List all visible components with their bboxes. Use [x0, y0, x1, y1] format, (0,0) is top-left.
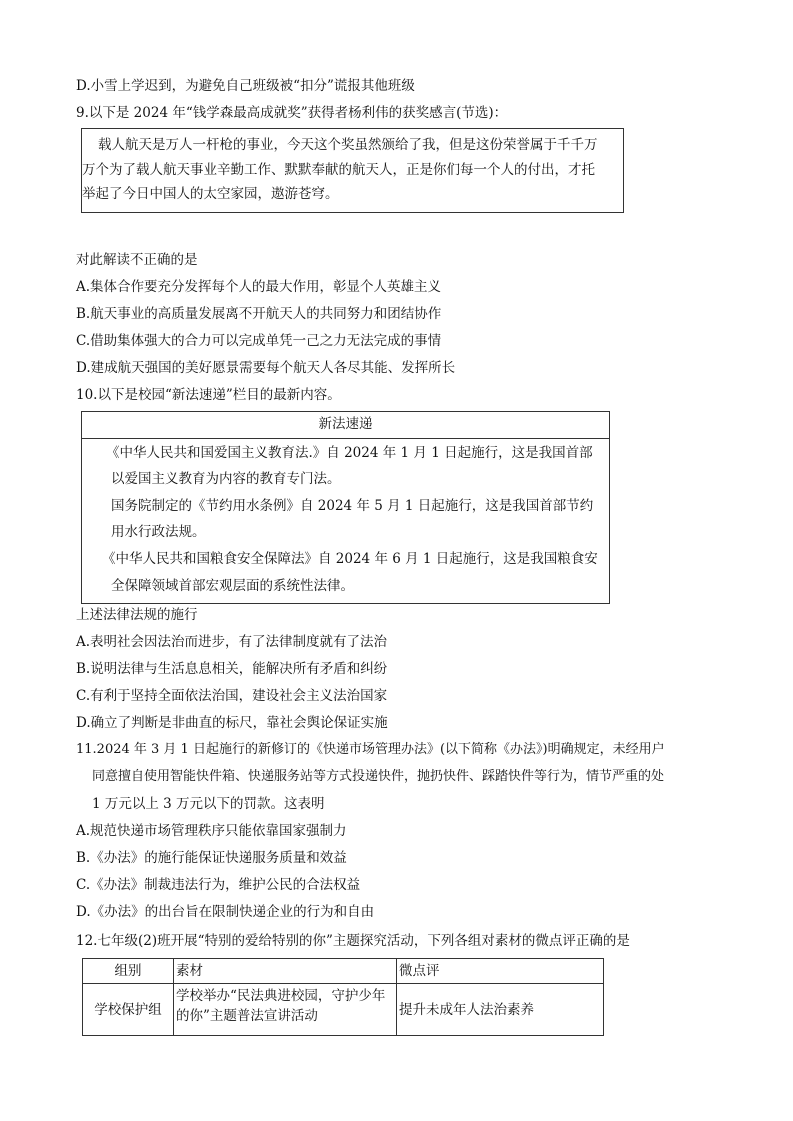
option-text: D.《办法》的出台旨在限制快递企业的行为和自由	[76, 904, 375, 920]
option-text: D.建成航天强国的美好愿景需要每个航天人各尽其能、发挥所长	[76, 360, 456, 376]
option-text: C.有利于坚持全面依法治国，建设社会主义法治国家	[76, 688, 388, 704]
news-line: 以爱国主义教育为内容的教育专门法。	[111, 471, 341, 487]
option-text: B.《办法》的施行能保证快递服务质量和效益	[76, 850, 347, 866]
option-text: A.表明社会因法治而进步，有了法律制度就有了法治	[76, 634, 388, 650]
option-text: B.航天事业的高质量发展离不开航天人的共同努力和团结协作	[76, 306, 442, 322]
option-text: B.说明法律与生活息息相关，能解决所有矛盾和纠纷	[76, 661, 388, 677]
news-box	[81, 411, 610, 604]
question-prompt: 对此解读不正确的是	[76, 252, 198, 268]
option-text: A.规范快递市场管理秩序只能依靠国家强制力	[76, 823, 347, 839]
option-text: D.小雪上学迟到，为避免自己班级被“扣分”谎报其他班级	[76, 78, 415, 94]
quote-box	[81, 128, 624, 213]
question-prompt: 上述法律法规的施行	[76, 607, 198, 623]
table-cell: 学校举办“民法典进校园，守护少年的你”主题普法宣讲活动	[174, 984, 397, 1036]
news-line: 国务院制定的《节约用水条例》自 2024 年 5 月 1 日起施行，这是我国首部节约	[111, 498, 594, 514]
news-line: 《中华人民共和国粮食安全保障法》自 2024 年 6 月 1 日起施行，这是我国粮食安	[102, 551, 598, 567]
material-table	[82, 958, 604, 1036]
news-box-title: 新法速递	[82, 412, 609, 439]
news-line: 《中华人民共和国爱国主义教育法.》自 2024 年 1 月 1 日起施行，这是我国首部	[106, 445, 593, 461]
table-header-row	[83, 959, 604, 984]
quote-line: 载人航天是万人一杆枪的事业，今天这个奖虽然颁给了我，但是这份荣誉属于千千万	[98, 137, 598, 153]
option-text: C.借助集体强大的合力可以完成单凭一己之力无法完成的事情	[76, 333, 442, 349]
option-text: C.《办法》制裁违法行为，维护公民的合法权益	[76, 877, 361, 893]
question-stem: 1 万元以上 3 万元以下的罚款。这表明	[92, 796, 325, 812]
table-cell: 学校保护组	[83, 984, 174, 1036]
question-stem: 10.以下是校园“新法速递”栏目的最新内容。	[76, 387, 341, 403]
news-line: 全保障领域首部宏观层面的系统性法律。	[111, 578, 354, 594]
table-cell: 提升未成年人法治素养	[397, 984, 604, 1036]
table-header: 微点评	[397, 959, 604, 984]
news-line: 用水行政法规。	[111, 524, 206, 540]
question-stem: 同意擅自使用智能快件箱、快递服务站等方式投递快件，抛扔快件、踩踏快件等行为，情节严重的处	[92, 769, 665, 784]
table-header: 组别	[83, 959, 174, 984]
question-stem: 11.2024 年 3 月 1 日起施行的新修订的《快递市场管理办法》(以下简称《办法》)明确规定，未经用户	[76, 742, 665, 757]
option-text: D.确立了判断是非曲直的标尺，靠社会舆论保证实施	[76, 715, 388, 731]
table-row	[83, 984, 604, 1036]
question-stem: 12.七年级(2)班开展“特别的爱给特别的你”主题探究活动，下列各组对素材的微点评正确的是	[76, 933, 630, 949]
question-stem: 9.以下是 2024 年“钱学森最高成就奖”获得者杨利伟的获奖感言(节选)：	[76, 105, 508, 121]
quote-line: 万个为了载人航天事业辛勤工作、默默奉献的航天人，正是你们每一个人的付出，才托	[82, 162, 595, 178]
quote-line: 举起了今日中国人的太空家园，遨游苍穹。	[82, 186, 339, 202]
table-header: 素材	[174, 959, 397, 984]
option-text: A.集体合作要充分发挥每个人的最大作用，彰显个人英雄主义	[76, 279, 442, 295]
